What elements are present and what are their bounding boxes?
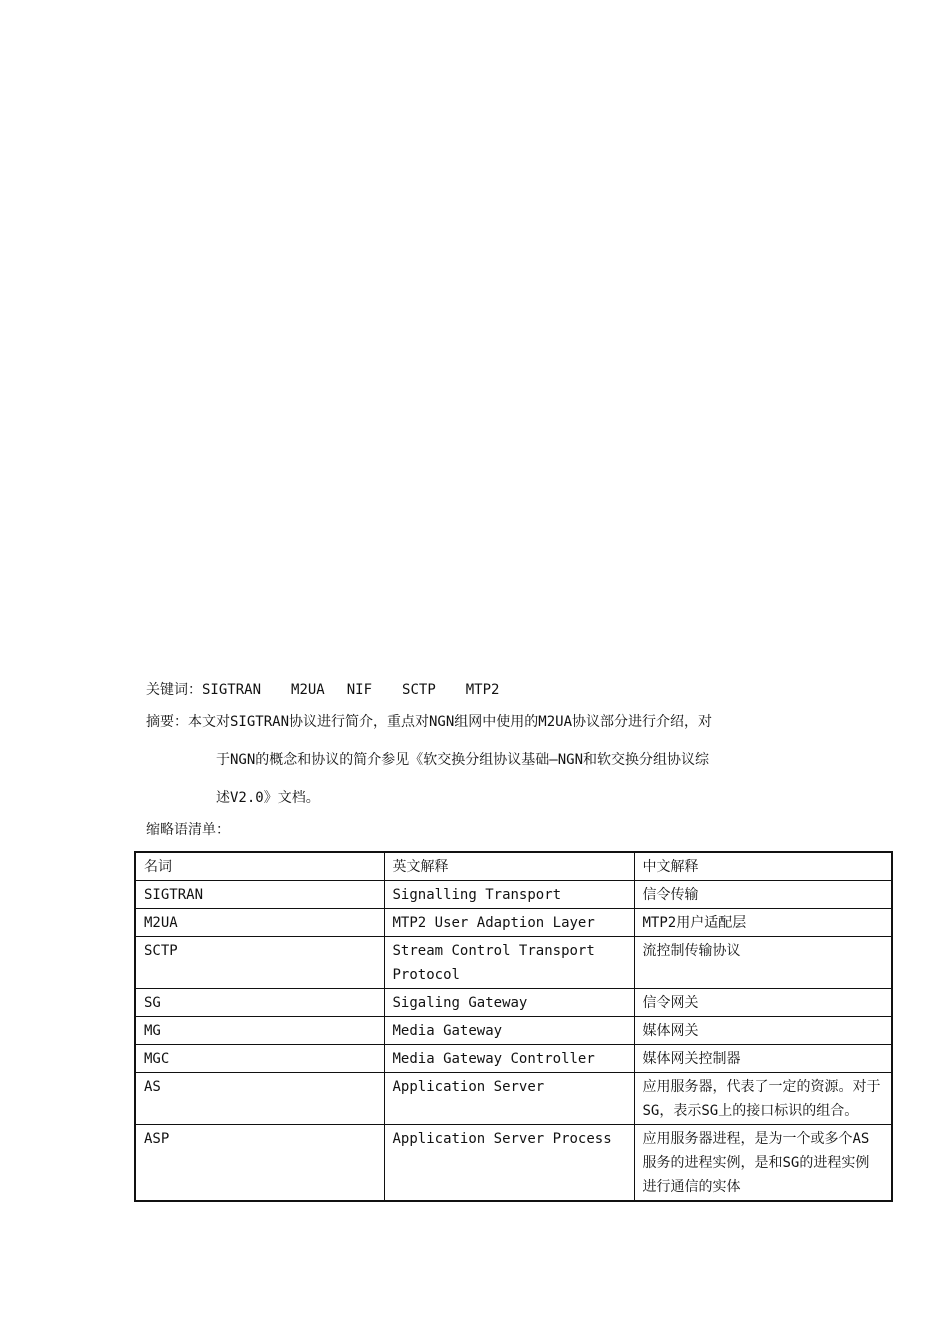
table-row (135, 1073, 892, 1125)
table-header-row (135, 852, 892, 881)
keywords-line (146, 680, 499, 700)
table-row (135, 1125, 892, 1202)
cell-chinese: 应用服务器进程，是为一个或多个AS服务的进程实例，是和SG的进程实例进行通信的实体 (634, 1125, 892, 1202)
table-row (135, 1017, 892, 1045)
header-chinese: 中文解释 (634, 852, 892, 881)
cell-english: Signalling Transport (384, 881, 634, 909)
cell-chinese: 流控制传输协议 (634, 937, 892, 989)
cell-term: M2UA (135, 909, 384, 937)
abstract-line: 摘要：本文对SIGTRAN协议进行简介，重点对NGN组网中使用的M2UA协议部分进行介绍，对 (146, 714, 712, 730)
keyword-item: SCTP (402, 682, 436, 698)
table-row (135, 909, 892, 937)
table-row (135, 937, 892, 989)
keyword-item: MTP2 (465, 682, 500, 698)
abbreviation-table (134, 851, 893, 1202)
table-row (135, 1045, 892, 1073)
cell-english: Media Gateway (384, 1017, 634, 1045)
cell-english: Stream Control Transport Protocol (384, 937, 634, 989)
cell-english: Application Server Process (384, 1125, 634, 1202)
cell-chinese: 应用服务器，代表了一定的资源。对于SG，表示SG上的接口标识的组合。 (634, 1073, 892, 1125)
cell-english: MTP2 User Adaption Layer (384, 909, 634, 937)
cell-chinese: MTP2用户适配层 (634, 909, 892, 937)
keyword-item: SIGTRAN (202, 682, 262, 698)
cell-chinese: 媒体网关 (634, 1017, 892, 1045)
cell-chinese: 信令传输 (634, 881, 892, 909)
abstract-line: 于NGN的概念和协议的简介参见《软交换分组协议基础—NGN和软交换分组协议综 (216, 752, 709, 768)
cell-english: Sigaling Gateway (384, 989, 634, 1017)
cell-term: MGC (135, 1045, 384, 1073)
cell-term: SIGTRAN (135, 881, 384, 909)
cell-english: Application Server (384, 1073, 634, 1125)
abbreviation-list-title: 缩略语清单： (146, 822, 230, 838)
header-term: 名词 (135, 852, 384, 881)
cell-term: MG (135, 1017, 384, 1045)
keyword-item: M2UA (291, 682, 325, 698)
cell-term: AS (135, 1073, 384, 1125)
abstract-line: 述V2.0》文档。 (216, 790, 320, 806)
cell-chinese: 信令网关 (634, 989, 892, 1017)
cell-term: SG (135, 989, 384, 1017)
cell-term: ASP (135, 1125, 384, 1202)
table-row (135, 881, 892, 909)
keyword-item: NIF (346, 682, 373, 698)
cell-english: Media Gateway Controller (384, 1045, 634, 1073)
header-english: 英文解释 (384, 852, 634, 881)
cell-chinese: 媒体网关控制器 (634, 1045, 892, 1073)
cell-term: SCTP (135, 937, 384, 989)
keywords-label: 关键词： (146, 682, 202, 698)
table-row (135, 989, 892, 1017)
